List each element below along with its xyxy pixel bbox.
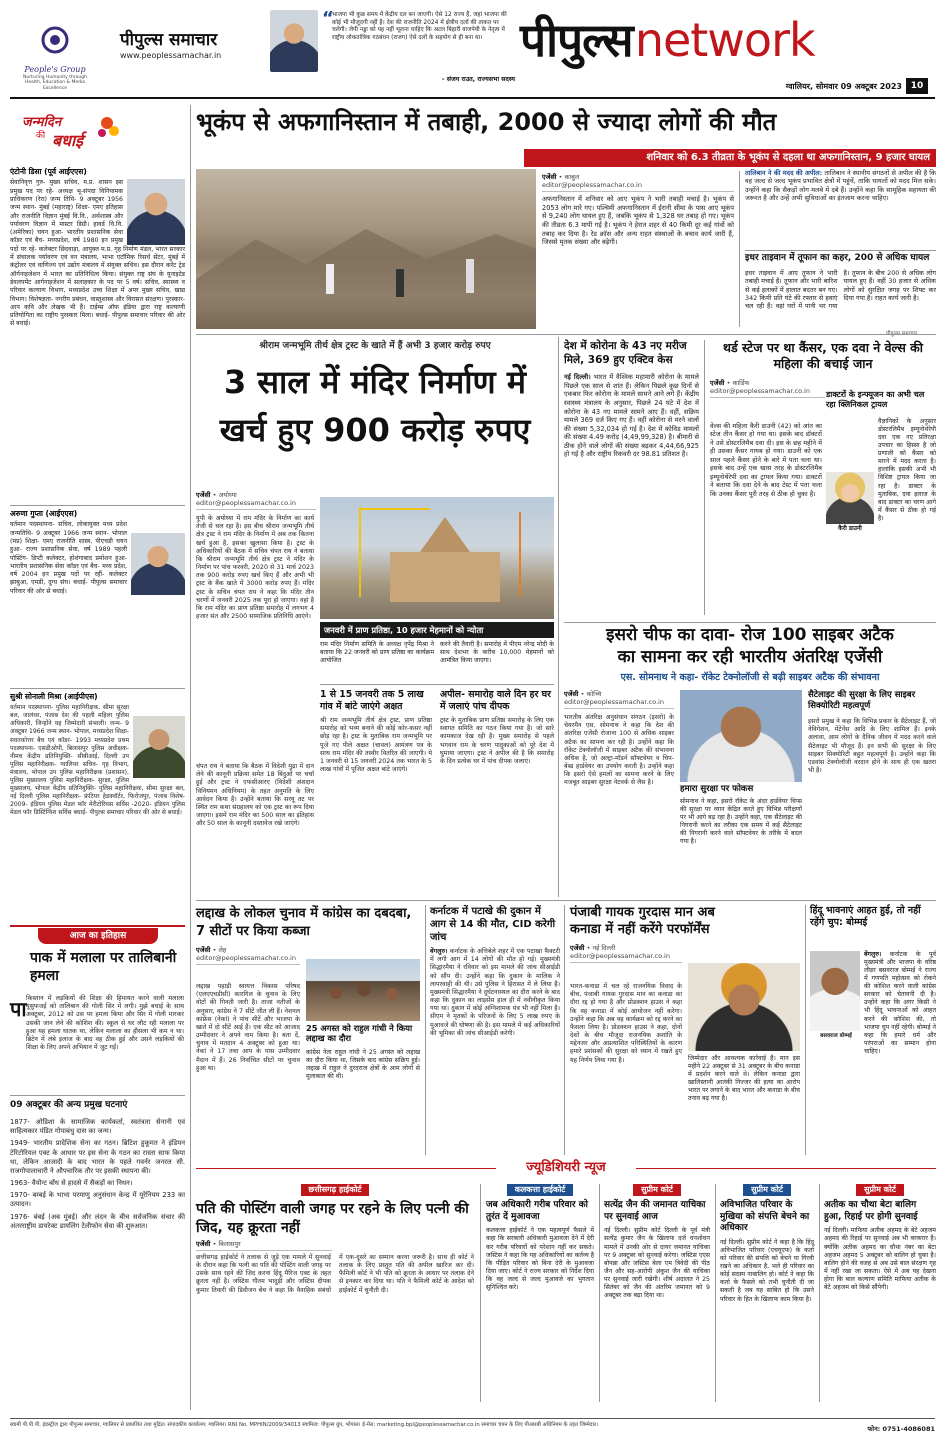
cancer-agency: एजेंसी (710, 378, 725, 387)
cancer-byline: एजेंसी • कार्डिफ editor@peoplessamachar.co.in (710, 377, 825, 398)
footer (10, 1418, 935, 1440)
judiciary-court: सुप्रीम कोर्ट (743, 1184, 791, 1196)
brand-left (120, 30, 270, 80)
corona-headline: देश में कोरोना के 43 नए मरीज मिले, 369 हुए एक्टिव केस (564, 340, 687, 366)
karnataka-fire-text-wrap (430, 948, 560, 1038)
bommai-text-wrap (864, 951, 936, 1155)
bommai-photo (810, 951, 860, 1031)
ladakh-text: लद्दाख पहाड़ी स्वायत्त विकास परिषद (एलएएचडीसी) कारगिल के चुनाव के लिए वोटों की गिनती जारी है। ताजा नतीजों के अनुसार, कांग्रेस ने 7 सीटें जीत ली हैं। नेशनल कांफ्रेंस (नेकां) ने पांच सीटें और भाजपा के खाते में दो सीटें आई हैं। एक सीट को आजाद उम्मीदवार ने अपने नाम किया है। बता दें, चुनाव में मतदान 4 अक्टूबर को हुआ था। नेकां ने 17 तथा आप के पास उम्मीदवार मैदान में हैं। 26 निर्वाचित सीटों पर चुनाव हुआ था। (196, 983, 300, 1072)
isro-email: editor@peoplessamachar.co.in (564, 698, 664, 707)
isro-photo-text: सोमनाथ ने कहा, इसरो रॉकेट के अंदर हार्डवेयर चिप्स की सुरक्षा पर ध्यान केंद्रित करते हुए विभिन्न परीक्षणों पर भी आगे बढ़ रहा है। उन्होंने कहा, एक सैटेलाइट की निगरानी करने का तरीका एक समय में कई सैटेलाइट की निगरानी करने वाले सॉफ्टवेयर के तरीके में बदल गया है। (680, 798, 802, 846)
isro-byline: एजेंसी • कोच्चि editor@peoplessamachar.co.in (564, 688, 674, 709)
birthday-divider (10, 688, 185, 689)
birthday-divider (10, 505, 185, 506)
brand-right (520, 12, 930, 82)
quote-mark-icon: “ (322, 8, 334, 29)
isro-text: भारतीय अंतरिक्ष अनुसंधान संगठन (इसरो) के चेयरमैन एस. सोमनाथ ने कहा कि देश की अंतरिक्ष एजेंसी रोजाना 100 से अधिक साइबर अटैक का सामना कर रही है। उन्होंने कहा कि रॉकेट टेक्नोलॉजी में साइबर अटैक की संभावना अधिक है, जो अल्ट्रा-मॉडर्न सॉफ्टवेयर व चिप-बेस्ड हार्डवेयर का उपयोग करती है। उन्होंने कहा कि इसरो ऐसे हमलों का सामना करने के लिए मजबूत साइबर सुरक्षा नेटवर्क से लैस है। (564, 714, 674, 787)
quake-sidebar (745, 169, 936, 249)
bommai-headline: हिंदू भावनाएं आहत हुई, तो नहीं रहेंगे चुप: बोम्मई (810, 905, 921, 929)
quake-photo (196, 169, 536, 329)
judiciary-item-5 (824, 1184, 936, 1404)
isro-story (564, 624, 936, 896)
history-section (10, 925, 185, 1415)
ladakh-headline: लद्दाख के लोकल चुनाव में कांग्रेस का दबदबा, 7 सीटों पर किया कब्जा (196, 906, 412, 939)
quake-story (196, 103, 936, 328)
quake-bottom-rule (196, 334, 936, 335)
judiciary-rule (715, 1184, 716, 1402)
judiciary-rule (819, 1184, 820, 1402)
judiciary-text: नई दिल्ली। माफिया अतीक अहमद के बेटे अहजम अहमद की रिहाई पर सुनवाई अब भी बरकरार है। क्योंकि अतीक अहमद का चौथा नंबर का बेटा अहजम अहमद 5 अक्टूबर को बालिग हो चुका है। बालिग होने की वजह से अब उसे बाल संरक्षण गृह में नहीं रखा जा सकता। ऐसे में अब यह देखना होगा कि बाल कल्याण समिति माफिया अतीक के बेटे अहजम को किसे सौंपेगी। (824, 1227, 936, 1291)
punjabi-agency: एजेंसी (570, 943, 585, 952)
judiciary-head: अतीक का चौथा बेटा बालिग हुआ, रिहाई पर होगी सुनवाई (824, 1200, 918, 1222)
isro-top-rule (564, 622, 936, 623)
judiciary-court-wrap (486, 1184, 594, 1196)
ladakh-place: लेह (218, 946, 227, 955)
judiciary-text: छत्तीसगढ़ हाईकोर्ट ने तलाक से जुड़े एक मामले में सुनवाई के दौरान कहा कि पत्नी का पति की पोस्टिंग वाली जगह पर उसके साथ रहने की जिद करना हिंदू मैरिज एक्ट के तहत क्रूरता नहीं है। जस्टिस गौतम भादुड़ी और जस्टिस दीपक कुमार तिवारी की डिवीजन बेंच ने कहा कि वैवाहिक संबंधों में एक-दूसरे का सम्मान करना जरूरी है। साथ ही कोर्ट ने तलाक के लिए प्रस्तुत पति की अपील खारिज कर दी। फैमिली कोर्ट ने भी पति को क्रूरता के आधार पर तलाक देने से इनकार कर दिया था। पति ने फैमिली कोर्ट के आदेश को हाईकोर्ट में चुनौती दी। (196, 1253, 474, 1294)
judiciary-court: छत्तीसगढ़ हाईकोर्ट (301, 1184, 370, 1196)
ladakh-crowd-icon (306, 959, 420, 1021)
quake-place: काबुल (564, 173, 580, 181)
temple-byline-box (196, 489, 316, 513)
judiciary-text: कलकत्ता हाईकोर्ट ने एक महत्वपूर्ण फैसले में कहा कि सरकारी अधिकारी मुआवजा देने में देरी कर गरीब परिवारों को परेशान नहीं कर सकते। जस्टिस ने कहा कि यह अधिकारियों का कर्तव्य है कि पीड़ित परिवार को बिना देरी के मुआवजा दिया जाए। कोर्ट ने राज्य सरकार को निर्देश दिया कि वह जल्द से जल्द मुआवजे का भुगतान सुनिश्चित करे। (486, 1227, 594, 1291)
quake-text: अफगानिस्तान में शनिवार को आए भूकंप ने भारी तबाही मचाई है। भूकंप से 2053 लोग मारे गए। पश्चिमी अफगानिस्तान में ईरानी सीमा के पास आए भूकंप से 9,240 लोग घायल हुए हैं, जबकि भूकंप से 1,328 घर तबाह हो गए। भूकंप की तीव्रता 6.3 मापी गई है। भूकंप ने हेरात शहर से 40 किमी दूर कई गांवों को तबाह कर दिया है। रेड क्रॉस और अन्य राहत संस्थाओं के बचाव कार्य जारी हैं, जिससे मृतक संख्या और बढ़ेगी। (542, 195, 734, 247)
ladakh-photo-caption: 25 अगस्त को राहुल गांधी ने किया लद्दाख का दौरा (306, 1023, 413, 1044)
temple-email: editor@peoplessamachar.co.in (196, 499, 296, 508)
temple-sub-rule (320, 684, 554, 685)
birthday-person-text: वर्तमान पदस्थापना- सचिव, लोकायुक्त मध्य प्रदेश जन्मतिथि- 9 अक्टूबर 1966 जन्म स्थान- भोपाल (मप्र) शिक्षा- एमए राजनीति शास्त्र, पीएचडी चयन हुआ- राज्य प्रशासनिक सेवा, वर्ष 1989 पहली पोस्टिंग- डिप्टी कलेक्टर, होशंगाबाद प्रमोशन हुआ- भारतीय प्रशासनिक सेवा कॉडर एवं बैच- मध्य प्रदेश, वर्ष 2004 इन प्रमुख पदों पर रहीं- कलेक्टर झाबुआ, एमडी, दुग्ध संघ। बधाई- पीपुल्स समाचार परिवार की ओर से बधाई। (10, 521, 127, 595)
birthday-person-name: अरुणा गुप्ता (आईएएस) (10, 509, 78, 518)
quake-subhead-bar (524, 149, 936, 167)
karnataka-fire-text: कर्नाटक के अत्तिबेले शहर में एक पटाखा फैक्टरी में लगी आग में 14 लोगों की मौत हो गई। मुख्यमंत्री सिद्धारमैया ने रविवार को इस मामले की जांच सीआईडी को सौंप दी। उन्होंने कहा कि दुकान के मालिक ने लापरवाही की थी। उसे पुलिस ने हिरासत में ले लिया है। मुख्यमंत्री सिद्धारमैया ने दुर्घटनास्थल का दौरा करने के बाद कहा कि दुकान का लाइसेंस हाल ही में नवीनीकृत किया गया था। दुकान में कोई अग्निशामक यंत्र भी नहीं मिला है। सीएम ने मृतकों के परिजनों के लिए 5 लाख रुपए के मुआवजे की घोषणा की है। इस मामले में कई अधिकारियों की भूमिका की जांच सीआईडी करेगी। (430, 948, 560, 1037)
temple-place: अयोध्या (218, 491, 237, 499)
judiciary-head: अविभाजित परिवार के मुखिया को संपत्ति बेचने का अधिकार (720, 1200, 810, 1234)
judiciary-rule (599, 1184, 600, 1402)
quote-author-photo (270, 10, 318, 72)
corona-text-wrap (564, 373, 699, 459)
judiciary-court: कलकत्ता हाईकोर्ट (507, 1184, 574, 1196)
temple-text: यूपी के अयोध्या में राम मंदिर के निर्माण का कार्य तेजी से चल रहा है। इस बीच श्रीराम जन्मभूमि तीर्थ क्षेत्र ट्रस्ट ने राम मंदिर के निर्माण में अब तक कितना खर्च हुआ है, इसका खुलासा किया है। ट्रस्ट के अधिकारियों की बैठक में सचिव चंपत राय ने बताया कि श्रीराम जन्मभूमि तीर्थ क्षेत्र ट्रस्ट ने मंदिर के निर्माण पर पांच फरवरी, 2020 से 31 मार्च 2023 तक 900 करोड़ रुपए खर्च किए हैं और अभी भी ट्रस्ट के बैंक खाते में 3000 करोड़ रुपए हैं। मंदिर ट्रस्ट के सचिव चंपत राय ने कहा कि मंदिर तीन चरणों में जनवरी 2025 तक पूरा हो जाएगा। वहां है कि राम मंदिर का प्राण प्रतिष्ठा समारोह में लगभग 4 हजार संत और 2500 सामाजिक प्रतिनिधि आएंगे। (196, 515, 314, 621)
history-top-rule (10, 925, 185, 927)
quake-subhead: शनिवार को 6.3 तीव्रता के भूकंप से दहला था अफगानिस्तान, 9 हजार घायल (646, 152, 930, 163)
history-headline: पाक में मलाला पर तालिबानी हमला (30, 950, 177, 985)
masthead (0, 0, 945, 100)
judiciary-item-1 (196, 1184, 474, 1404)
judiciary-item-3 (604, 1184, 710, 1404)
brand-right-hindi: पीपुल्स (520, 13, 633, 67)
birthday-person-2 (10, 509, 185, 685)
temple-agency: एजेंसी (196, 491, 211, 499)
group-name: People's Group (24, 64, 86, 74)
mid-rule (196, 900, 936, 901)
punjabi-photo (688, 963, 800, 1051)
karnataka-right-rule (564, 905, 565, 1155)
birthday-person-name: एंटोनी डिसा (पूर्व आईएएस) (10, 167, 87, 176)
cancer-email: editor@peoplessamachar.co.in (710, 386, 810, 395)
cancer-side-text: वैज्ञानिकों के अनुसार डोस्टरलिमैब इम्यूनोथेरेपी दवा एक नए प्रतिरक्षा उपचार का हिस्सा है जो प्रणाली को कैंसर को मारने में मदद करता है। हालांकि इसकी अभी भी विशिष्ट ट्रायल किया जा रहा है। डाक्टर के मुताबिक, दवा इलाज के बाद डाक्टर का चरण आगे में कैंसर से ठीक हो गई है। (878, 418, 936, 522)
birthday-title-2: की (36, 131, 46, 141)
judiciary-court-wrap (720, 1184, 814, 1196)
history-dropcap: पा (10, 997, 27, 1021)
temple-story (196, 337, 554, 897)
brand-right-network: network (634, 13, 815, 67)
judiciary-court: सुप्रीम कोर्ट (633, 1184, 681, 1196)
punjabi-text-2: जिम्मेदार और आवश्यक कार्रवाई है। मान इस महीने 22 अक्टूबर से 31 अक्टूबर के बीच कनाडा में प्रदर्शन करने वाले थे। लेकिन कनाडा द्वारा खालिस्तानी आतंकी निज्जर की हत्या का आरोप भारत पर लगाने के बाद भारत और कनाडा के बीच तनाव बढ़ गया है। (688, 1055, 800, 1103)
birthday-person-text: सेवानिवृत्त गुरु- मुख्य सचिव, म.प्र. शासन इस प्रमुख पद पर रहे- अध्यक्ष भू-संपदा विनियामक प्राधिकरण (रेरा) जन्म तिथि- 9 अक्टूबर 1956 जन्म स्थान- मुंबई (महाराष्ट्र) शिक्षा- एमए इतिहास और राजनीति विज्ञान मुंबई वि.वि., अर्थशास्त्र और पर्यावरण विज्ञान में मास्टर डिग्री। हावर्ड वि.वि. (अमेरिका) चयन हुआ- भारतीय प्रशासनिक सेवा कॉडर एवं बैच- मध्यप्रदेश, वर्ष 1980 इन प्रमुख पदों पर रहे- कलेक्टर छिंदवाड़ा, आयुक्त म.प्र. गृह निर्माण मंडल, भारत सरकार में संचालक पर्यावरण एवं वन मंत्रालय, भाभा एटॉमिक रिसर्च सेंटर, मुंबई में कंट्रोलर एवं वाणिज्य एवं उद्योग मंत्रालय में संयुक्त सचिव। इस दौरान करेंट ट्रेड ऑर्गनाइजेशन में भारत का प्रतिनिधित्व किया। संयुक्त राष्ट्र संघ के यूनाइटेड डेवलपमेंट आर्गनाइजेशन में सलाहकार के पद पर 5 वर्ष। सचिव, स्वास्थ्य व परिवार कल्याण विभाग, मध्यप्रदेश उच्च शिक्षा में अपर मुख्य सचिव, खाद्य विभाग। विशेषज्ञता- नगरीय प्रबंधन, वास्तुशास्त्र और विरासत संरक्षण। पुरस्कार- आप कवि और लेखक भी हैं। टाईम्स ऑफ इंडिया द्वारा राष्ट्र कल्याणी प्रतियोगिता का राष्ट्रीय पुरस्कार मिला। बधाई- पीपुल्स समाचार परिवार की ओर से बधाई। (10, 179, 185, 328)
ladakh-byline: एजेंसी • लेह editor@peoplessamachar.co.in (196, 944, 300, 965)
isro-photo-caption: हमारा सुरक्षा पर फोकस (680, 784, 754, 794)
punjabi-story (570, 905, 800, 1155)
cancer-headline: थर्ड स्टेज पर था कैंसर, एक दवा ने वेल्स की महिला की बचाई जान (723, 340, 923, 372)
judiciary-court-wrap (604, 1184, 710, 1196)
birthday-person-photo (131, 533, 185, 595)
history-tag-label: आज का इतिहास (69, 931, 127, 941)
judiciary-item-2 (486, 1184, 594, 1404)
ladakh-agency: एजेंसी (196, 946, 211, 955)
birthday-person-text: वर्तमान पदस्थापना- पुलिस महानिरीक्षक, सीमा सुरक्षा बल, जालंधर, पंजाब देश की पहली महिला पुलिस अधिकारी, जिन्होंने यह जिम्मेदारी संभाली। जन्म- 9 अक्टूबर 1966 जन्म स्थान- भोपाल, मध्यप्रदेश शिक्षा- स्नातकोत्तर बैच एवं कॉडर- 1993 मध्यप्रदेश प्रथम पदस्थापना- एसडीओपी, बिलासपुर पुलिस अधीक्षक- नीमच केंद्रीय प्रतिनियुक्ति- सीबीआई, दिल्ली उप पुलिस महानिरीक्षक- ग्वालियर सचिव- गृह विभाग, मंत्रालय, भोपाल उप पुलिस महानिरीक्षक (प्रशासन), पुलिस मुख्यालय पुलिस महानिरीक्षक- सुरक्षा, पुलिस मुख्यालय, भोपाल केंद्रीय प्रतिनियुक्ति- पुलिस महानिरीक्षक, सीमा सुरक्षा बल, नई दिल्ली पुलिस महानिरीक्षक- फ्रंटियर हेडक्वॉर्टर, फिरोजपुर, पंजाब विशेष- 2009- इंडियन पुलिस मेडल फॉर मेरीटोरियस सर्विस -2020- इंडियन पुलिस मेडल फॉर डिस्टिंग्विश सर्विस बधाई- पीपुल्स समाचार परिवार की ओर से बधाई। (10, 704, 185, 816)
punjabi-email: editor@peoplessamachar.co.in (570, 951, 670, 960)
history-tag (38, 928, 158, 944)
karnataka-fire-headline: कर्नाटक में पटाखे की दुकान में आग से 14 की मौत, CID करेगी जांच (430, 906, 556, 943)
isro-subhead: एस. सोमनाथ ने कहा- रॉकेट टेक्नोलॉजी से बढ़ी साइबर अटैक की संभावना (620, 672, 880, 683)
birthday-person-photo (133, 716, 185, 778)
quake-email: editor@peoplessamachar.co.in (542, 181, 642, 190)
temple-text-2: चंपत राय ने बताया कि बैठक में विदेशी मुद्रा में दान लेने की कानूनी प्रक्रिया समेत 18 बिंदुओं पर चर्चा हुई और ट्रस्ट ने एफसीआरए (विदेशी अंशदान विनियमन अधिनियम) के तहत अनुमति के लिए आवेदन किया है। उन्होंने बताया कि सरयू तट पर स्थित राम कथा संग्रहालय को एक ट्रस्ट का रूप दिया जाएगा। इसमें राम मंदिर का 500 साल का इतिहास और 50 साल के कानूनी दस्तावेज रखे जाएंगे। (196, 763, 314, 828)
temple-photo-text-right: करने की तैयारी है। समारोह में पीएम नरेन्द्र मोदी के साथ देशभर के करीब 10,000 मेहमानों को आमंत्रित किया जाएगा। (440, 641, 554, 665)
birthday-title-1: जन्मदिन (22, 115, 62, 130)
punjabi-text: भारत-कनाडा में चल रहे राजनयिक विवाद के बीच, पंजाबी गायक गुरदास मान का कनाडा का दौरा रद्द हो गया है और प्रोडक्शन हाउस ने कहा कि वह कनाडा में कोई आयोजन नहीं करेगा। उन्होंने कहा कि अब वह कार्यक्रम को रद्द करने का फैसला लिया है। प्रोडक्शन हाउस ने कहा, दोनों देशों के बीच मौजूदा राजनयिक अशांति के मद्देनजर और अप्रत्याशित परिस्थितियों के कारण हमारे प्रशंसकों की सुरक्षा को ध्यान में रखते हुए यह निर्णय लिया गया है। (570, 983, 682, 1064)
history-event: 1877- ओडिशा के सामाजिक कार्यकर्ता, स्वतंत्रता सेनानी एवं साहित्यकार पंडित गोपाबंधु दास का जन्म। (10, 1118, 185, 1136)
birthday-title-box (22, 109, 122, 163)
judiciary-head: सत्येंद्र जैन की जमानत याचिका पर सुनवाई आज (604, 1200, 706, 1222)
birthday-person-3 (10, 692, 185, 905)
judiciary-head: जब अधिकारी गरीब परिवार को तुरंत दें मुआवजा (486, 1200, 588, 1222)
judiciary-court: सुप्रीम कोर्ट (856, 1184, 904, 1196)
birthday-person-name: सुश्री सोनाली मिश्रा (आईपीएस) (10, 692, 98, 701)
corona-right-rule (704, 340, 705, 615)
bommai-photo-caption: बसवराज बोम्मई (820, 1033, 852, 1039)
judiciary-text: नई दिल्ली। सुप्रीम कोर्ट ने कहा है कि हिंदू अविभाजित परिवार (एचयूएफ) के कर्ता को परिवार की संपत्ति को बेचने या गिरवी रखने का अधिकार है, भले ही परिवार का कोई सदस्य नाबालिग हो। कोर्ट ने कहा कि कर्ता के फैसले को तभी चुनौती दी जा सकती है जब यह साबित हो कि उसने परिवार के हित के खिलाफ काम किया है। (720, 1239, 814, 1303)
temple-sub2-head: अपील- समारोह वाले दिन हर घर में जलाएं पांच दीपक (440, 689, 551, 712)
cancer-photo (826, 472, 874, 524)
temple-kicker: श्रीराम जन्मभूमि तीर्थ क्षेत्र ट्रस्ट के खाते में हैं अभी 3 हजार करोड़ रुपए (259, 341, 491, 351)
cancer-photo-caption: कैरी डाउनी (838, 525, 862, 532)
judiciary-rule (480, 1184, 481, 1402)
judiciary-title: ज्यूडिशियरी न्यूज (526, 1160, 606, 1175)
quote-box (270, 10, 515, 90)
taiwan-head: इधर ताइवान में तूफान का कहर, 200 से अधिक घायल (745, 250, 936, 264)
brand-left-name: पीपुल्स समाचार (120, 30, 218, 50)
judiciary-place: बिलासपुर (218, 1239, 241, 1248)
history-event: 1976- बंबई (अब मुंबई) और लंदन के बीच सर्वजनिक संचार की अंतरराष्ट्रीय डायरेक्ट डायलिंग टेलीफोन सेवा की शुरुआत। (10, 1212, 185, 1230)
isro-side-head: सैटेलाइट की सुरक्षा के लिए साइबर सिक्योरिटी महत्वपूर्ण (808, 690, 916, 712)
bommai-story (810, 905, 936, 1155)
cancer-place: कार्डिफ (732, 378, 750, 387)
judiciary-title-box (496, 1160, 636, 1178)
bommai-place: बेंगलुरु। (864, 951, 882, 958)
ladakh-photo-text: कांग्रेस नेता राहुल गांधी ने 25 अगस्त को लद्दाख का दौरा किया था, जिसके बाद कांग्रेस सक्रिय हुई। लद्दाख में राहुल ने दुरदराज क्षेत्रों के आम लोगों से मुलाकात की थी। (306, 1049, 420, 1081)
temple-photo-caption (320, 622, 554, 638)
karnataka-fire-place: बेंगलुरु। (430, 948, 448, 955)
judiciary-head: पति की पोस्टिंग वाली जगह पर रहने के लिए पत्नी की जिद, यह क्रूरता नहीं (196, 1201, 469, 1236)
left-column-rule (190, 105, 191, 1410)
corona-text: भारत में वैश्विक महामारी कोरोना के मामले पिछले एक साल से शांत हैं। लेकिन पिछले कुछ दिनों से एकबार फिर कोरोना के मामले सामने आने लगे हैं। केंद्रीय स्वास्थ्य मंत्रालय के अनुसार, पिछले 24 घंटे में देश में कोरोना के 43 नए मामले सामने आए हैं। वहीं, सक्रिय मामले 369 दर्ज किए गए हैं। वहीं कोरोना से मरने वालों की संख्या 5,32,034 हो गई है। देश में कोविड मामलों की संख्या 4.49 करोड़ (4,49,99,328) है। बीमारी से ठीक होने वाले लोगों की संख्या बढ़कर 4,44,66,925 हो गई है और राष्ट्रीय रिकवरी दर 98.81 प्रतिशत है। (564, 373, 699, 459)
taiwan-text: इधर ताइवान में आए तूफान ने भारी तबाही मचाई है। तूफान और भारी बारिश से कई इलाकों में हालात बदतर बन गए। 342 किमी प्रति घंटे की रफ्तार से हवाएं चल रही हैं। वहां घरों में पानी भर गया है। तूफान के बीच 200 से अधिक लोग घायल हुए हैं। वहीं 30 हजार से अधिक लोगों को सुरक्षित जगह पर शिफ्ट कर दिया गया है। राहत कार्य जारी है। (745, 269, 936, 311)
temple-construction-icon (320, 497, 554, 619)
peoples-group-logo (20, 22, 90, 92)
judiciary-court-wrap (824, 1184, 936, 1196)
cancer-side-head: डाक्टरों के इन्फ्यूजन का अभी चल रहा क्लिनिकल ट्रायल (826, 390, 925, 409)
temple-photo-caption-text: जनवरी में प्राण प्रतिष्ठा, 10 हजार मेहमानों को न्योता (324, 625, 484, 635)
quote-text: भाजपा भी कुछ समय में केंद्रीय दल बन जाएगी। ऐसे 12 राज्य हैं, जहां भाजपा की कोई भी मौजूदगी नहीं है। देश की राजनीति 2024 में क्षेत्रीय दलों की ताकत पर चलेगी। जेपी नड्डा को यह नहीं भूलना चाहिए कि अटल बिहारी वाजपेयी के नेतृत्व में राष्ट्रीय लोकतांत्रिक गठबंधन (राजग) ऐसे दलों के सहयोग से ही बना था। (332, 12, 507, 41)
history-event: 1963- वैयोन्ट बाँध से हादसे में सैकड़ों का निधन। (10, 1179, 133, 1188)
punjabi-place: नई दिल्ली (592, 943, 616, 952)
dateline: ग्वालियर, सोमवार 09 अक्टूबर 2023 (785, 82, 902, 91)
punjabi-right-rule (805, 905, 806, 1155)
quake-side-title: तालिबान ने की मदद की अपील: (745, 169, 823, 177)
ladakh-photo (306, 959, 420, 1021)
quake-side-body: तालिबान ने स्थानीय संगठनों से अपील की है कि वह जल्द से जल्द भूकंप प्रभावित क्षेत्रों में पहुंचें, ताकि घायलों को मदद मिल सके। उन्होंने कहा कि सैकड़ों लोग मलबे में दबे हैं। उन्होंने कहा कि सामूहिक सहायता की जरूरत है और उन्हें अभी सुविधाओं का इंतजाम करना चाहिए। (745, 169, 936, 203)
quake-rubble-icon (196, 169, 536, 329)
ladakh-right-rule (425, 905, 426, 1155)
punjabi-byline: एजेंसी • नई दिल्ली editor@peoplessamachar.co.in (570, 942, 682, 963)
history-divider (10, 1095, 185, 1096)
judiciary-agency: एजेंसी (196, 1239, 211, 1248)
cancer-story (710, 340, 936, 620)
judiciary-court-wrap (196, 1184, 474, 1196)
temple-photo-text-left: राम मंदिर निर्माण समिति के अध्यक्ष नृपेंद्र मिश्रा ने बताया कि 22 जनवरी को प्राण प्रतिष्ठा का कार्यक्रम आयोजित (320, 641, 435, 665)
temple-sub2-text: ट्रस्ट के मुताबिक प्राण प्रतिष्ठा समारोह के लिए एक स्वागत समिति का गठन किया गया है। जो सारे कामकाज देख रही है। मुख्य समारोह से पहले भगवान राम के चरण पादुकाओं को पूरे देश में घुमाया जाएगा। ट्रस्ट ने अपील की है कि समारोह के दिन प्रत्येक घर में पांच दीपक जलाएं। (440, 717, 554, 765)
judiciary-byline: एजेंसी • बिलासपुर (196, 1238, 332, 1251)
punjabi-headline-1: पंजाबी गायक गुरदास मान अब (570, 905, 715, 920)
quake-agency: एजेंसी (542, 173, 557, 181)
karnataka-fire-story (430, 905, 560, 1155)
judiciary-item-4 (720, 1184, 814, 1404)
quake-article (542, 171, 734, 329)
isro-photo (680, 690, 802, 782)
isro-headline-2: का सामना कर रही भारतीय अंतरिक्ष एजेंसी (617, 647, 883, 667)
judiciary-section (196, 1160, 936, 1405)
temple-sub1-head: 1 से 15 जनवरी तक 5 लाख गांव में बांटे जाएंगे अक्षत (320, 689, 424, 712)
birthday-title-3: बधाई (52, 131, 83, 150)
birthday-person-photo (127, 179, 185, 245)
ladakh-story (196, 905, 420, 1155)
quake-headline: भूकंप से अफगानिस्तान में तबाही, 2000 से ज्यादा लोगों की मौत (196, 108, 777, 136)
quote-author: - संजय राउत, राज्यसभा सदस्य (441, 76, 515, 83)
temple-headline-2: खर्च हुए 900 करोड़ रुपए (219, 411, 531, 449)
brand-url: www.peoplessamachar.in (120, 51, 222, 61)
masthead-rule (10, 97, 935, 99)
birthday-section (10, 105, 185, 905)
page-number: 10 (906, 78, 928, 94)
quake-byline: एजेंसी • काबुल editor@peoplessamachar.co.in (542, 171, 734, 192)
history-text: किस्तान में लड़कियों की शिक्षा की हिमायत करने वाली मलाला यूसुफजई को तालिबान की गोली सिर में लगी। मुझे बधाई के साथ अक्टूबर, 2012 को उस पर हमला किया और सिर में गोली मारकर उसकी जान लेने की कोशिश की। स्कूल से घर लौट रही मलाला पर हुआ यह हमला घातक था, लेकिन मलाला का हौसला भी कम न था। ब्रिटेन में लंबे इलाज के बाद वह ठीक हुई और उसने लड़कियों की शिक्षा के लिए अपने अभियान में जुट गईं। (26, 995, 184, 1052)
corona-story (564, 340, 699, 620)
temple-right-rule (558, 337, 559, 897)
temple-headline-1: 3 साल में मंदिर निर्माण में (224, 363, 526, 401)
temple-sub1-text: श्री राम जन्मभूमि तीर्थ क्षेत्र ट्रस्ट, प्राण प्रतिष्ठा समारोह को भव्य बनाने की कोई कोर-कसर नहीं छोड़ रहा है। ट्रस्ट के मुताबिक राम जन्मभूमि पर पूजे गए पीले अक्षत (चावल) आमंत्रण पत्र के साथ राम मंदिर की तस्वीर वितरित की जाएगी। ये 1 जनवरी से 15 जनवरी 2024 तक भारत के 5 लाख गांवों में पूजित अक्षत बांटे जाएंगे। (320, 717, 432, 774)
ladakh-email: editor@peoplessamachar.co.in (196, 954, 296, 963)
punjabi-headline-2: कनाडा में नहीं करेंगे परफॉर्मेंस (570, 921, 710, 937)
history-event: 1970- बम्बई के भाभा परमाणु अनुसंधान केन्द्र में यूरेनियम 233 का उत्पादन। (10, 1191, 185, 1209)
isro-agency: एजेंसी (564, 690, 579, 698)
group-tagline: Nurturing Humanity through Health, Education & Media Excellence (23, 74, 87, 91)
cancer-text: वेल्स की महिला कैरी डाउनी (42) को आंत का स्टेज तीन कैंसर हो गया था। इसके बाद डॉक्टरों ने उसे डोस्टरलिमैब दवा दी। इस के छह महीने में ही उसका कैंसर गायब हो गया। डाउनी को एक साल पहले कैंसर होने के बारे में पता चला था। इसके बाद उन्हें एक खास तरह के डोस्टरलिमैब इम्यूनोथेरेपी दवा का ट्रायल किया गया। डाक्टरों ने बताया कि दवा देने के बाद टेस्ट में पता चला कि उनका कैंसर पूरी तरह से ठीक हो चुका है। (710, 422, 822, 498)
footer-phone: फोन: 0751-4086081 (867, 1425, 935, 1433)
isro-byline-box (564, 688, 674, 712)
isro-side-text: इसरो प्रमुख ने कहा कि विभिन्न प्रकार के सैटेलाइट हैं, जो नेविगेशन, मेंटेनेंस आदि के लिए शामिल हैं। इनके अलावा, आम लोगों के दैनिक जीवन में मदद करने वाले सैटेलाइट भी मौजूद हैं। इन सभी की सुरक्षा के लिए साइबर सिक्योरिटी बहुत महत्वपूर्ण है। उन्होंने कहा कि एडवांस टेक्नोलॉजी वरदान होने के साथ ही एक खतरा भी है। (808, 718, 936, 775)
quake-inner-rule (739, 171, 740, 327)
history-events-list (10, 1118, 185, 1418)
temple-photo (320, 497, 554, 619)
judiciary-text: नई दिल्ली। सुप्रीम कोर्ट दिल्ली के पूर्व मंत्री सत्येंद्र कुमार जैन के खिलाफ दर्ज धनशोधन मामले में उनकी ओर से दायर जमानत याचिका पर 9 अक्टूबर को सुनवाई करेगा। जस्टिस एएस बोपन्ना और जस्टिस बेला एम त्रिवेदी की पीठ जैन और सह-आरोपी अंकुश जैन की याचिका पर सुनवाई जारी रखेगी। शीर्ष अदालत ने 25 सितंबर को जैन की अंतरिम जमानत को 9 अक्टूबर तक बढ़ा दिया था। (604, 1227, 710, 1299)
history-event: 1949- भारतीय प्रादेशिक सेना का गठन। ब्रिटिश हुकूमत ने इंडियन टेरिटोरियल एक्ट के आधार पर इस सेना के गठन का रास्ता साफ किया था, लेकिन आजादी के बाद भारत के पहले गवर्नर जनरल सी. राजगोपालाचारी ने औपचारिक तौर पर इसकी स्थापना की। (10, 1139, 185, 1175)
corona-place: नई दिल्ली। (564, 373, 591, 382)
temple-byline: एजेंसी • अयोध्या editor@peoplessamachar.co.in (196, 489, 316, 510)
peoples-group-logo-icon (20, 22, 90, 62)
history-events-title: 09 अक्टूबर की अन्य प्रमुख घटनाएं (10, 1100, 128, 1110)
quake-side-text (745, 169, 936, 203)
isro-place: कोच्चि (586, 690, 602, 698)
birthday-person-1 (10, 167, 185, 502)
bommai-text: कर्नाटक के पूर्व मुख्यमंत्री और भाजपा के वरिष्ठ लीडर बसवराज बोम्मई ने राज्य में गणपति महोत्सव को रोकने की कोशिश करने वाली कांग्रेस सरकार को चेतावनी दी है। उन्होंने कहा कि अगर किसी ने भी हिंदू भावनाओं को आहत करने की कोशिश की, तो भाजपा चुप नहीं रहेगी। बोम्मई ने कहा कि हमारे धर्म और परंपराओं का सम्मान होना चाहिए। (864, 951, 936, 1055)
isro-headline-1: इसरो चीफ का दावा- रोज 100 साइबर अटैक (606, 625, 894, 645)
footer-text: स्वामी पी.पी.पी. इंडस्ट्रीज द्वारा पीपुल्स समाचार, ग्वालियर से प्रकाशित तथा मुद्रित। संपादकीय कार्यालय: ग्वालियर। RNI No. MPHIN/2009/34013 स्वामित्व: पीपुल्स ग्रुप, भोपाल। ई-मेल: marketing.bpl@peoplessamachar.co.in समाचार चयन के लिए पीआरबी अधिनियम के तहत जिम्मेदार। (10, 1422, 599, 1428)
